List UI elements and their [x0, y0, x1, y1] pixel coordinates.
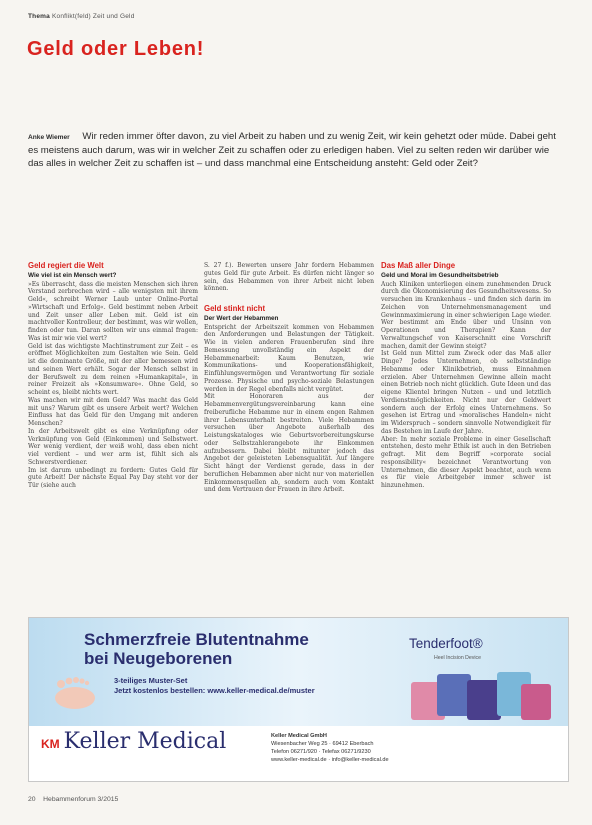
ad-offer: 3-teiliges Muster-Set [114, 676, 188, 685]
section-subheading: Geld und Moral im Gesundheitsbetrieb [381, 271, 499, 279]
section-subheading: Der Wert der Hebammen [204, 314, 279, 322]
product-devices-image [407, 668, 557, 724]
paragraph: In der Arbeitswelt gibt es eine Verknüpfung oder Verknüpfung von Geld (Einkommen) und Selbstwert. Wer wenig verdient, der weiß wohl, dass eben nicht viel verdient – und wer arm ist, fühlt sich als Schwerstverdiener. [28, 427, 198, 466]
paragraph: »Es überrascht, dass die meisten Menschen sich ihren Verstand zerbrechen wird – alle wenigsten mit ihrem Geld«, schreibt Werner Laub unter Online-Portal »Wirtschaft und Erfolg«. Geld bestimmt neben Arbeit und Zeit unser aller Leben mit. Geld ist ein machtvoller Kontrolleur, der bestimmt, was wir wollen, finden oder tun. Daran sollten wir uns einmal fragen: Was ist mir wie viel wert? [28, 280, 198, 342]
contact-web-email[interactable]: www.keller-medical.de · info@keller-medical.de [271, 757, 389, 763]
ad-order-link[interactable]: Jetzt kostenlos bestellen: www.keller-medical.de/muster [114, 686, 315, 695]
section-heading: Geld regiert die Welt [28, 261, 104, 270]
paragraph: S. 27 f.). Bewerten unsere Jahr fordern Hebammen gutes Geld für gute Arbeit. Es dürfen nicht länger so sein, das Hebammen von ihrer Arbeit nicht leben können. [204, 262, 374, 293]
paragraph: Auch Kliniken unterliegen einem zunehmenden Druck durch die Ökonomisierung des Gesundheitswesens. So versuchen im Krankenhaus – und finden sich darin im Zeichen von Unternehmensmanagement und Gewinnmaximierung in einer schwierigen Lage wieder. Wer bestimmt am Ende über und Unsinn von Operationen und Therapien? Kann der Verwaltungschef von Kaiserschnitt eine Vorschrift machen, damit der Gewinn steigt? [381, 280, 551, 350]
page-header [28, 13, 135, 20]
paragraph: Geld ist das wichtigste Machtinstrument zur Zeit – es eröffnet Möglichkeiten zum Gestalten wie Sein. Geld ist die dominante Größe, mit der aller bemessen wird und seinen Wert erhält. Sogar der Mensch selbst in der Berufswelt zu dem reinen »Humankapital«, in reiner Freizeit als »Konsumware«. Ohne Geld, so scheint es, bleibt nichts wert. [28, 342, 198, 396]
page-footer [28, 796, 118, 803]
company-logo [41, 728, 226, 754]
section-label: Thema [28, 13, 50, 20]
paragraph: Mit Honoraren aus der Hebammenvergütungsvereinbarung kann eine freiberufliche Hebamme nur in einem engen Rahmen ihrer Lebensunterhalt bestreiten. Viele Hebammen versuchen über Angebote außerhalb des Leistungskataloges wie Geburtsvorbereitungskurse oder Selbstzahlerangebote ihr Einkommen aufzubessern. Dabei bleibt mitunter jedoch das Angebot der geleisteten Lebensqualität. Auf längere Sicht hängt der Verdienst gerade, dass in der beruflichen Hebammen aber nicht nur von materiellen Einkommensquellen ab, sondern auch vom Kontakt und dem Vertrauen der Frauen in ihre Arbeit. [204, 393, 374, 494]
article-lead [28, 130, 566, 170]
logo-text: Keller Medical [63, 729, 227, 754]
article-title: Geld oder Leben! [27, 38, 205, 60]
advertisement[interactable] [28, 617, 569, 782]
text-column-1 [28, 262, 198, 490]
section-subheading: Wie viel ist ein Mensch wert? [28, 271, 117, 279]
paragraph: Aber: In mehr soziale Probleme in einer Gesellschaft entstehen, desto mehr Ethik ist auch in den Betrieben gefragt. Mit dem Begriff »corporate social responsibility« bezeichnet Verantwortung von Unternehmen, die dieser Aspekt beachtet, auch wenn es für viele Arbeitgeber immer schwer ist hinzunehmen. [381, 435, 551, 489]
section-heading: Das Maß aller Dinge [381, 261, 456, 270]
section-heading: Geld stinkt nicht [204, 304, 266, 313]
magazine-issue: Hebammenforum 3/2015 [43, 796, 119, 803]
section-topic: Konflikt(feld) Zeit und Geld [51, 13, 135, 20]
logo-mark: KM [41, 737, 60, 751]
paragraph: Im ist darum unbedingt zu fordern: Gutes Geld für gute Arbeit! Der nächste Equal Pay Day steht vor der Tür (siehe auch [28, 466, 198, 489]
author-name: Anke Wiemer [28, 134, 70, 141]
ad-headline: Schmerzfreie Blutentnahme bei Neugeborenen [84, 630, 309, 668]
paragraph: Entspricht der Arbeitszeit kommen von Hebammen den Anforderungen und Belastungen der Tätigkeit. Wie in vielen anderen Frauenberufen sind ihre Bemessung unvollständig ein Aspekt der Hebammenarbeit: Kaum Benutzen, wie Kommunikations- und Kooperationsfähigkeit, Einfühlungsvermögen und Verantwortung für soziale Prozesse. Physische und psycho-soziale Belastungen werden in der Regel ebenfalls nicht vergütet. [204, 323, 374, 393]
text-column-2 [204, 262, 374, 494]
paragraph: Ist Geld nun Mittel zum Zweck oder das Maß aller Dinge? Jedes Unternehmen, ob selbstständige Hebamme oder Klinikbetrieb, muss Einnahmen erzielen. Aber Unternehmen Gewinne allein macht einen Betrieb noch nicht glücklich. Gute Ideen und das eigene Klientel bringen Nutzen – und und letztlich Verdienstmöglichkeiten. Nicht nur der Geldwert sondern auch der Erfolg eines Unternehmens. So gesehen ist Ertrag und »moralisches Handeln« nicht im Widerspruch – sondern sinnvolle Notwendigkeit für das Bestehen im Laufe der Jahre. [381, 350, 551, 435]
baby-foot-icon [49, 672, 101, 712]
page-number: 20 [28, 796, 36, 803]
lead-text: Wir reden immer öfter davon, zu viel Arbeit zu haben und zu wenig Zeit, wir kein gehetzt oder müde. Dabei geht es meistens auch darum, was wir in welcher Zeit zu schaffen oder zu erledigen haben. Viel zu selten reden wir darüber wie das alles in welcher Zeit zu schaffen ist – und dass manchmal eine Entscheidung ansteht: Geld oder Zeit? [28, 131, 556, 169]
product-brand: Tenderfoot® [409, 636, 483, 651]
company-contact: Keller Medical GmbH Wiesenbacher Weg 25 · 69412 Eberbach Telefon 06271/920 · Telefax 06271/9230 www.keller-medical.de · info@keller-medical.de [271, 733, 389, 763]
paragraph: Was machen wir mit dem Geld? Was macht das Geld mit uns? Warum gibt es unsere Arbeit wert? Welchen Einfluss hat das Geld für den Umgang mit anderen Menschen? [28, 396, 198, 427]
text-column-3 [381, 262, 551, 490]
product-brand-subtitle: Heel Incision Device [434, 655, 481, 661]
